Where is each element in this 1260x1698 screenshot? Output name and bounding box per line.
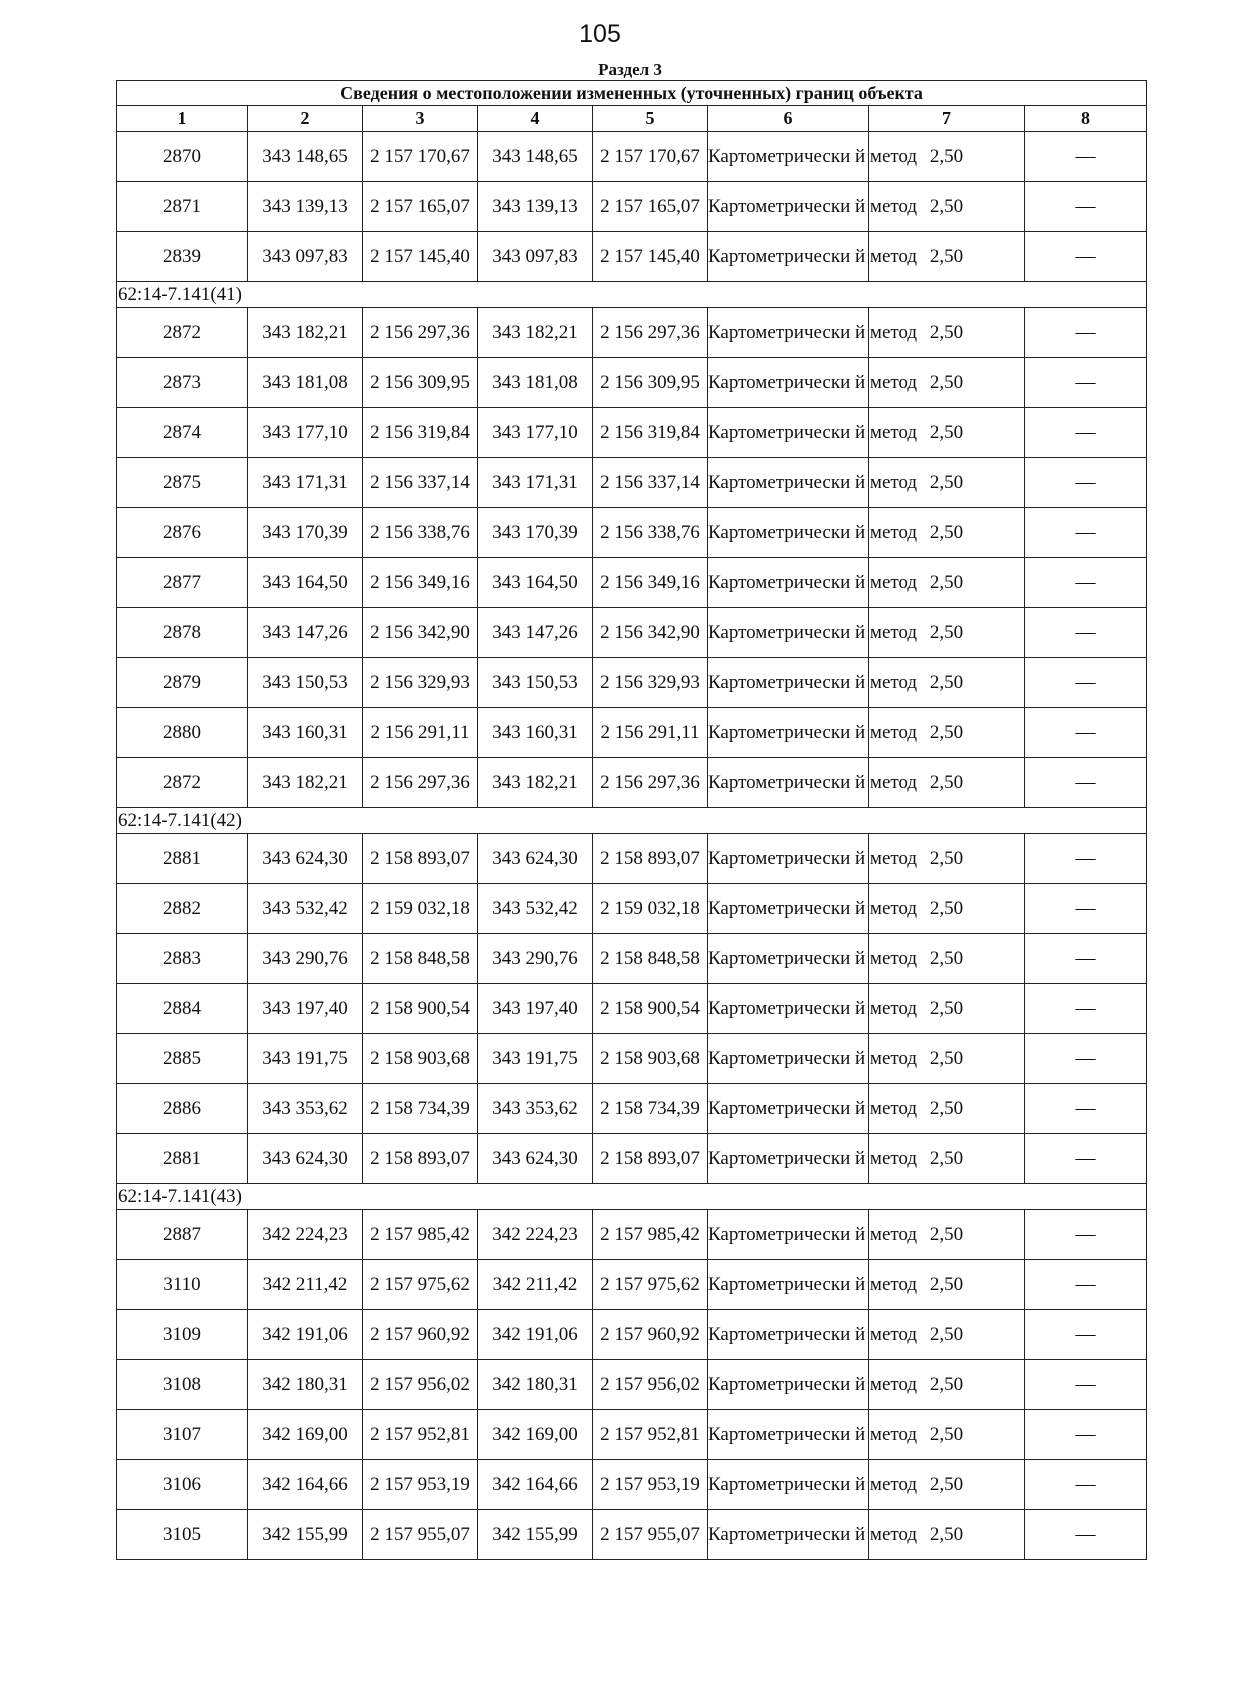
x-existing-cell: 343 148,65 [248, 132, 363, 182]
y-refined-cell: 2 158 893,07 [593, 834, 708, 884]
table-row [117, 132, 1147, 182]
note-cell: — [1025, 1210, 1147, 1260]
y-existing-cell: 2 156 309,95 [363, 358, 478, 408]
column-number-row [117, 106, 1147, 132]
y-refined-cell: 2 156 319,84 [593, 408, 708, 458]
precision-cell: 2,50 [869, 308, 1025, 358]
table-row [117, 308, 1147, 358]
note-cell: — [1025, 984, 1147, 1034]
note-cell: — [1025, 758, 1147, 808]
y-existing-cell: 2 158 734,39 [363, 1084, 478, 1134]
parcel-group-row [117, 1184, 1147, 1210]
point-number-cell: 2882 [117, 884, 248, 934]
precision-cell: 2,50 [869, 232, 1025, 282]
precision-cell: 2,50 [869, 1260, 1025, 1310]
x-refined-cell: 343 353,62 [478, 1084, 593, 1134]
parcel-group-label: 62:14-7.141(42) [117, 808, 1147, 834]
x-refined-cell: 342 211,42 [478, 1260, 593, 1310]
point-number-cell: 3108 [117, 1360, 248, 1410]
table-row [117, 608, 1147, 658]
y-refined-cell: 2 157 975,62 [593, 1260, 708, 1310]
x-refined-cell: 342 164,66 [478, 1460, 593, 1510]
point-number-cell: 2880 [117, 708, 248, 758]
precision-cell: 2,50 [869, 608, 1025, 658]
precision-cell: 2,50 [869, 1360, 1025, 1410]
x-refined-cell: 343 160,31 [478, 708, 593, 758]
table-row [117, 458, 1147, 508]
x-existing-cell: 342 191,06 [248, 1310, 363, 1360]
precision-cell: 2,50 [869, 408, 1025, 458]
x-existing-cell: 343 147,26 [248, 608, 363, 658]
point-number-cell: 2839 [117, 232, 248, 282]
table-row [117, 1310, 1147, 1360]
table-row [117, 1510, 1147, 1560]
x-existing-cell: 343 624,30 [248, 1134, 363, 1184]
precision-cell: 2,50 [869, 1034, 1025, 1084]
method-cell: Картометрически й метод [708, 884, 869, 934]
x-existing-cell: 343 181,08 [248, 358, 363, 408]
method-cell: Картометрически й метод [708, 1210, 869, 1260]
point-number-cell: 2873 [117, 358, 248, 408]
note-cell: — [1025, 608, 1147, 658]
y-existing-cell: 2 157 952,81 [363, 1410, 478, 1460]
y-existing-cell: 2 158 900,54 [363, 984, 478, 1034]
y-refined-cell: 2 157 953,19 [593, 1460, 708, 1510]
x-refined-cell: 342 191,06 [478, 1310, 593, 1360]
point-number-cell: 2875 [117, 458, 248, 508]
precision-cell: 2,50 [869, 358, 1025, 408]
precision-cell: 2,50 [869, 1134, 1025, 1184]
x-existing-cell: 342 164,66 [248, 1460, 363, 1510]
x-existing-cell: 343 624,30 [248, 834, 363, 884]
note-cell: — [1025, 708, 1147, 758]
method-cell: Картометрически й метод [708, 558, 869, 608]
method-cell: Картометрически й метод [708, 132, 869, 182]
x-refined-cell: 343 182,21 [478, 308, 593, 358]
table-row [117, 1084, 1147, 1134]
y-existing-cell: 2 156 291,11 [363, 708, 478, 758]
parcel-group-label: 62:14-7.141(43) [117, 1184, 1147, 1210]
y-refined-cell: 2 156 291,11 [593, 708, 708, 758]
y-refined-cell: 2 156 297,36 [593, 308, 708, 358]
x-refined-cell: 343 177,10 [478, 408, 593, 458]
y-existing-cell: 2 157 985,42 [363, 1210, 478, 1260]
table-row [117, 1460, 1147, 1510]
x-refined-cell: 343 097,83 [478, 232, 593, 282]
y-existing-cell: 2 156 329,93 [363, 658, 478, 708]
y-existing-cell: 2 156 297,36 [363, 758, 478, 808]
precision-cell: 2,50 [869, 1210, 1025, 1260]
note-cell: — [1025, 1460, 1147, 1510]
table-row [117, 1034, 1147, 1084]
table-body [117, 132, 1147, 1560]
precision-cell: 2,50 [869, 1460, 1025, 1510]
note-cell: — [1025, 558, 1147, 608]
y-refined-cell: 2 156 337,14 [593, 458, 708, 508]
y-existing-cell: 2 156 297,36 [363, 308, 478, 358]
note-cell: — [1025, 834, 1147, 884]
method-cell: Картометрически й метод [708, 1260, 869, 1310]
x-existing-cell: 343 197,40 [248, 984, 363, 1034]
point-number-cell: 3105 [117, 1510, 248, 1560]
point-number-cell: 2883 [117, 934, 248, 984]
table-row [117, 1360, 1147, 1410]
x-existing-cell: 343 353,62 [248, 1084, 363, 1134]
note-cell: — [1025, 1360, 1147, 1410]
note-cell: — [1025, 408, 1147, 458]
point-number-cell: 3106 [117, 1460, 248, 1510]
point-number-cell: 3107 [117, 1410, 248, 1460]
table-row [117, 834, 1147, 884]
x-existing-cell: 343 150,53 [248, 658, 363, 708]
x-existing-cell: 343 160,31 [248, 708, 363, 758]
precision-cell: 2,50 [869, 132, 1025, 182]
column-number: 5 [593, 106, 708, 132]
y-existing-cell: 2 157 145,40 [363, 232, 478, 282]
column-number: 2 [248, 106, 363, 132]
method-cell: Картометрически й метод [708, 1310, 869, 1360]
x-existing-cell: 343 191,75 [248, 1034, 363, 1084]
x-existing-cell: 343 182,21 [248, 308, 363, 358]
boundary-coordinates-table [116, 80, 1147, 1560]
method-cell: Картометрически й метод [708, 1084, 869, 1134]
table-row [117, 884, 1147, 934]
x-existing-cell: 343 532,42 [248, 884, 363, 934]
point-number-cell: 2884 [117, 984, 248, 1034]
point-number-cell: 3109 [117, 1310, 248, 1360]
precision-cell: 2,50 [869, 658, 1025, 708]
y-existing-cell: 2 156 319,84 [363, 408, 478, 458]
parcel-group-row [117, 808, 1147, 834]
method-cell: Картометрически й метод [708, 1510, 869, 1560]
y-refined-cell: 2 158 900,54 [593, 984, 708, 1034]
y-refined-cell: 2 156 338,76 [593, 508, 708, 558]
precision-cell: 2,50 [869, 1310, 1025, 1360]
y-existing-cell: 2 158 893,07 [363, 834, 478, 884]
precision-cell: 2,50 [869, 558, 1025, 608]
x-refined-cell: 343 191,75 [478, 1034, 593, 1084]
point-number-cell: 2881 [117, 834, 248, 884]
note-cell: — [1025, 1134, 1147, 1184]
x-existing-cell: 343 290,76 [248, 934, 363, 984]
y-existing-cell: 2 158 903,68 [363, 1034, 478, 1084]
x-existing-cell: 343 139,13 [248, 182, 363, 232]
table-row [117, 232, 1147, 282]
x-refined-cell: 343 170,39 [478, 508, 593, 558]
x-refined-cell: 342 224,23 [478, 1210, 593, 1260]
table-row [117, 1210, 1147, 1260]
precision-cell: 2,50 [869, 458, 1025, 508]
note-cell: — [1025, 132, 1147, 182]
note-cell: — [1025, 1410, 1147, 1460]
column-number: 3 [363, 106, 478, 132]
column-number: 8 [1025, 106, 1147, 132]
column-number: 1 [117, 106, 248, 132]
note-cell: — [1025, 1034, 1147, 1084]
y-refined-cell: 2 158 893,07 [593, 1134, 708, 1184]
method-cell: Картометрически й метод [708, 1460, 869, 1510]
x-existing-cell: 343 164,50 [248, 558, 363, 608]
section-title: Раздел 3 [598, 60, 662, 79]
point-number-cell: 2870 [117, 132, 248, 182]
point-number-cell: 2878 [117, 608, 248, 658]
y-refined-cell: 2 156 349,16 [593, 558, 708, 608]
table-row [117, 508, 1147, 558]
table-row [117, 358, 1147, 408]
precision-cell: 2,50 [869, 934, 1025, 984]
x-refined-cell: 343 171,31 [478, 458, 593, 508]
point-number-cell: 2872 [117, 308, 248, 358]
table-row [117, 558, 1147, 608]
y-refined-cell: 2 158 903,68 [593, 1034, 708, 1084]
point-number-cell: 3110 [117, 1260, 248, 1310]
precision-cell: 2,50 [869, 834, 1025, 884]
note-cell: — [1025, 308, 1147, 358]
method-cell: Картометрически й метод [708, 1410, 869, 1460]
x-existing-cell: 342 169,00 [248, 1410, 363, 1460]
x-refined-cell: 343 139,13 [478, 182, 593, 232]
x-refined-cell: 343 290,76 [478, 934, 593, 984]
y-refined-cell: 2 156 342,90 [593, 608, 708, 658]
precision-cell: 2,50 [869, 984, 1025, 1034]
table-row [117, 1410, 1147, 1460]
x-refined-cell: 343 181,08 [478, 358, 593, 408]
precision-cell: 2,50 [869, 758, 1025, 808]
note-cell: — [1025, 658, 1147, 708]
x-refined-cell: 342 169,00 [478, 1410, 593, 1460]
y-existing-cell: 2 157 170,67 [363, 132, 478, 182]
method-cell: Картометрически й метод [708, 1134, 869, 1184]
y-refined-cell: 2 156 297,36 [593, 758, 708, 808]
y-existing-cell: 2 156 337,14 [363, 458, 478, 508]
y-refined-cell: 2 157 955,07 [593, 1510, 708, 1560]
point-number-cell: 2881 [117, 1134, 248, 1184]
x-refined-cell: 343 532,42 [478, 884, 593, 934]
x-refined-cell: 343 182,21 [478, 758, 593, 808]
y-refined-cell: 2 157 145,40 [593, 232, 708, 282]
precision-cell: 2,50 [869, 1084, 1025, 1134]
precision-cell: 2,50 [869, 1410, 1025, 1460]
y-existing-cell: 2 156 338,76 [363, 508, 478, 558]
parcel-group-label: 62:14-7.141(41) [117, 282, 1147, 308]
method-cell: Картометрически й метод [708, 758, 869, 808]
table-row [117, 1260, 1147, 1310]
method-cell: Картометрически й метод [708, 1034, 869, 1084]
method-cell: Картометрически й метод [708, 232, 869, 282]
y-existing-cell: 2 157 956,02 [363, 1360, 478, 1410]
x-existing-cell: 342 155,99 [248, 1510, 363, 1560]
table-row [117, 658, 1147, 708]
x-refined-cell: 342 180,31 [478, 1360, 593, 1410]
method-cell: Картометрически й метод [708, 934, 869, 984]
x-existing-cell: 343 171,31 [248, 458, 363, 508]
table-row [117, 984, 1147, 1034]
x-refined-cell: 343 150,53 [478, 658, 593, 708]
y-refined-cell: 2 158 848,58 [593, 934, 708, 984]
y-refined-cell: 2 157 985,42 [593, 1210, 708, 1260]
column-number: 7 [869, 106, 1025, 132]
x-refined-cell: 343 624,30 [478, 834, 593, 884]
method-cell: Картометрически й метод [708, 408, 869, 458]
method-cell: Картометрически й метод [708, 708, 869, 758]
precision-cell: 2,50 [869, 1510, 1025, 1560]
method-cell: Картометрически й метод [708, 358, 869, 408]
y-refined-cell: 2 157 960,92 [593, 1310, 708, 1360]
x-existing-cell: 343 097,83 [248, 232, 363, 282]
method-cell: Картометрически й метод [708, 834, 869, 884]
y-existing-cell: 2 157 960,92 [363, 1310, 478, 1360]
note-cell: — [1025, 1310, 1147, 1360]
x-refined-cell: 343 148,65 [478, 132, 593, 182]
page-number: 105 [579, 20, 621, 48]
y-existing-cell: 2 157 975,62 [363, 1260, 478, 1310]
note-cell: — [1025, 458, 1147, 508]
precision-cell: 2,50 [869, 182, 1025, 232]
y-existing-cell: 2 158 893,07 [363, 1134, 478, 1184]
y-refined-cell: 2 157 170,67 [593, 132, 708, 182]
note-cell: — [1025, 934, 1147, 984]
point-number-cell: 2877 [117, 558, 248, 608]
precision-cell: 2,50 [869, 508, 1025, 558]
y-existing-cell: 2 157 953,19 [363, 1460, 478, 1510]
point-number-cell: 2885 [117, 1034, 248, 1084]
column-number: 4 [478, 106, 593, 132]
x-existing-cell: 342 224,23 [248, 1210, 363, 1260]
note-cell: — [1025, 508, 1147, 558]
table-row [117, 934, 1147, 984]
y-refined-cell: 2 158 734,39 [593, 1084, 708, 1134]
x-refined-cell: 343 164,50 [478, 558, 593, 608]
x-refined-cell: 342 155,99 [478, 1510, 593, 1560]
table-row [117, 182, 1147, 232]
y-refined-cell: 2 157 165,07 [593, 182, 708, 232]
y-refined-cell: 2 156 309,95 [593, 358, 708, 408]
y-existing-cell: 2 158 848,58 [363, 934, 478, 984]
method-cell: Картометрически й метод [708, 458, 869, 508]
note-cell: — [1025, 884, 1147, 934]
method-cell: Картометрически й метод [708, 1360, 869, 1410]
precision-cell: 2,50 [869, 884, 1025, 934]
x-existing-cell: 343 177,10 [248, 408, 363, 458]
table-title: Сведения о местоположении измененных (уточненных) границ объекта [117, 81, 1147, 106]
point-number-cell: 2879 [117, 658, 248, 708]
table-row [117, 758, 1147, 808]
method-cell: Картометрически й метод [708, 508, 869, 558]
note-cell: — [1025, 1260, 1147, 1310]
y-refined-cell: 2 157 956,02 [593, 1360, 708, 1410]
x-refined-cell: 343 197,40 [478, 984, 593, 1034]
y-existing-cell: 2 159 032,18 [363, 884, 478, 934]
point-number-cell: 2874 [117, 408, 248, 458]
table-row [117, 1134, 1147, 1184]
method-cell: Картометрически й метод [708, 308, 869, 358]
method-cell: Картометрически й метод [708, 984, 869, 1034]
y-existing-cell: 2 157 165,07 [363, 182, 478, 232]
column-number: 6 [708, 106, 869, 132]
note-cell: — [1025, 1084, 1147, 1134]
method-cell: Картометрически й метод [708, 182, 869, 232]
y-refined-cell: 2 159 032,18 [593, 884, 708, 934]
y-existing-cell: 2 156 342,90 [363, 608, 478, 658]
x-refined-cell: 343 624,30 [478, 1134, 593, 1184]
x-existing-cell: 343 182,21 [248, 758, 363, 808]
table-row [117, 408, 1147, 458]
point-number-cell: 2887 [117, 1210, 248, 1260]
note-cell: — [1025, 358, 1147, 408]
y-refined-cell: 2 156 329,93 [593, 658, 708, 708]
note-cell: — [1025, 1510, 1147, 1560]
table-row [117, 708, 1147, 758]
note-cell: — [1025, 232, 1147, 282]
note-cell: — [1025, 182, 1147, 232]
x-refined-cell: 343 147,26 [478, 608, 593, 658]
x-existing-cell: 343 170,39 [248, 508, 363, 558]
method-cell: Картометрически й метод [708, 658, 869, 708]
precision-cell: 2,50 [869, 708, 1025, 758]
method-cell: Картометрически й метод [708, 608, 869, 658]
point-number-cell: 2871 [117, 182, 248, 232]
y-refined-cell: 2 157 952,81 [593, 1410, 708, 1460]
parcel-group-row [117, 282, 1147, 308]
y-existing-cell: 2 157 955,07 [363, 1510, 478, 1560]
x-existing-cell: 342 211,42 [248, 1260, 363, 1310]
point-number-cell: 2876 [117, 508, 248, 558]
x-existing-cell: 342 180,31 [248, 1360, 363, 1410]
y-existing-cell: 2 156 349,16 [363, 558, 478, 608]
point-number-cell: 2872 [117, 758, 248, 808]
point-number-cell: 2886 [117, 1084, 248, 1134]
